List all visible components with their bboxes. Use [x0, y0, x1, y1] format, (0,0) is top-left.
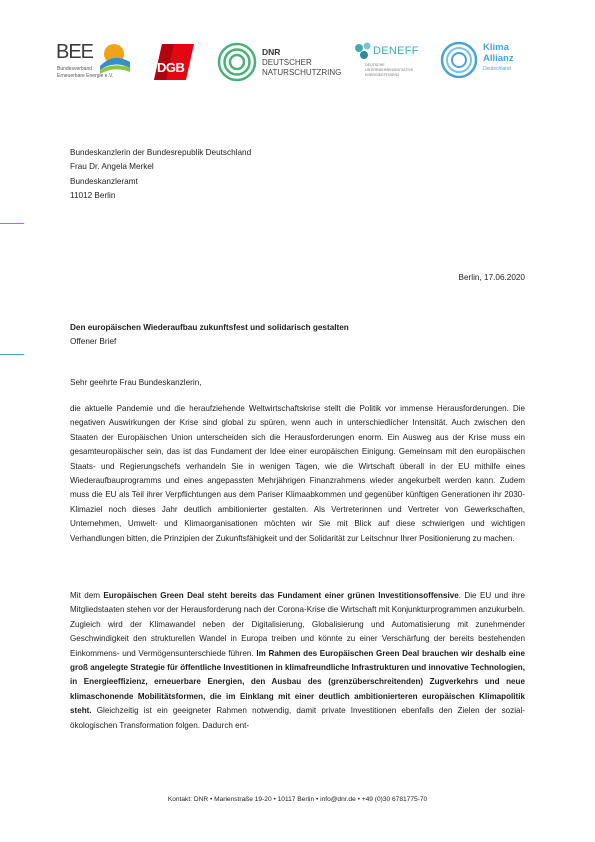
dgb-logo: [152, 38, 194, 86]
subject-title: Den europäischen Wiederaufbau zukunftsfest und solidarisch gestalten: [70, 323, 349, 332]
deneff-drops-icon: [353, 40, 373, 64]
deneff-line2: UNTERNEHMENSINITIATIVE: [365, 68, 414, 72]
contact-footer: Kontakt: DNR • Marienstraße 19-20 • 10117 Berlin • info@dnr.de • +49 (0)30 6781775-70: [167, 796, 428, 803]
letter-date: Berlin, 17.06.2020: [458, 273, 525, 282]
address-line: Frau Dr. Angela Merkel: [70, 162, 154, 172]
address-line: 11012 Berlin: [70, 190, 116, 200]
fold-mark-top: [0, 223, 24, 224]
bee-line2: Erneuerbare Energie e.V.: [57, 73, 114, 79]
klima-line1: Klima: [483, 42, 509, 53]
bee-line1: Bundesverband: [57, 66, 93, 72]
dnr-logo: [216, 38, 346, 86]
dnr-line2: DEUTSCHER: [262, 58, 312, 67]
partner-logos: [56, 38, 546, 86]
fold-mark-bottom: [0, 354, 24, 355]
dnr-line1: DNR: [262, 47, 281, 57]
p2-bold-1: Europäischen Green Deal steht bereits das Fundament einer grünen Investitionsoffensive: [103, 591, 459, 600]
dgb-name: DGB: [157, 60, 185, 75]
deneff-name: DENEFF: [373, 45, 419, 57]
p2-text-1: Mit dem: [70, 591, 104, 600]
address-line: Bundeskanzlerin der Bundesrepublik Deutschland: [70, 148, 252, 157]
klima-line3: Deutschland: [483, 66, 511, 72]
address-line: Bundeskanzleramt: [70, 176, 138, 186]
letter-subject: [70, 321, 349, 350]
subject-subtitle: Offener Brief: [70, 337, 117, 347]
body-paragraph-2: [70, 589, 525, 733]
salutation: Sehr geehrte Frau Bundeskanzlerin,: [70, 378, 202, 387]
deneff-line3: ENERGIEEFFIZIENZ: [365, 73, 400, 77]
p2-bold-2: Im Rahmen des Europäischen Green Deal brauchen wir deshalb eine groß angelegte Strategie für öffentliche Investitionen in klimafreundliche Infrastrukturen und innovative Technologien, in Energieeffizienz, erneuerbare Energien, den Ausbau des (grenzüberschreitenden) Zugverkehrs und neue klimaschonende Mobilitätsformen, die im Einklang mit einer deutlich ambitionierteren europäischen Klimapolitik steht.: [70, 648, 525, 716]
p2-text-3: Gleichzeitig ist ein geeigneter Rahmen notwendig, damit private Investitionen ebenfalls den Zielen der sozial-ökologischen Transformation folgen. Dadurch ent-: [70, 706, 525, 730]
klima-allianz-logo: [440, 38, 546, 86]
bee-name: BEE: [56, 41, 94, 63]
klima-circle-icon: [440, 38, 480, 86]
klima-line2: Allianz: [483, 53, 514, 64]
body-paragraph-1: die aktuelle Pandemie und die heraufziehende Weltwirtschaftskrise stellt die Politik vor immense Herausforderungen. Die negativen Auswirkungen der Krise sind global zu spüren, wenn auch in unterschiedlicher Intensität. Auch zwischen den Staaten der Europäischen Union unterscheiden sich die Herausforderungen enorm. Ein Ausweg aus der Krise muss ein gesamteuropäischer sein, das ist das Fundament der Idee einer europäischen Einigung. Gemeinsam mit den europäischen Staats- und Regierungschefs verhandeln Sie in wenigen Tagen, wie die Wirtschaft überall in der EU mithilfe eines Wiederaufbauprogramms und eines angepassten Mehrjährigen Finanzrahmens wieder angekurbelt werden kann. Zudem muss die EU als Teil ihrer Verpflichtungen aus dem Pariser Klimaabkommen und gegenüber künftigen Generationen ihr 2030-Klimaziel noch dieses Jahr deutlich ambitionierter gestalten. Als Vertreterinnen und Vertreter von Gewerkschaften, Unternehmen, Umwelt- und Klimaorganisationen möchten wir Sie mit Blick auf diese schwierigen und wichtigen Verhandlungen bitten, die Prinzipien der Zukunftsfähigkeit und der Solidarität zur Leitschnur Ihrer Positionierung zu machen.: [70, 404, 525, 543]
bee-logo: [56, 38, 131, 86]
dnr-line3: NATURSCHUTZRING: [262, 68, 342, 77]
deneff-line1: DEUTSCHE: [365, 63, 385, 67]
recipient-address: [70, 146, 251, 203]
dnr-rings-icon: [216, 38, 258, 86]
deneff-logo: [353, 38, 433, 86]
p2-text-2: . Die EU und ihre Mitgliedstaaten stehen vor der Herausforderung nach der Corona-Krise die Wirtschaft mit Konjunkturprogrammen anzukurbeln. Zugleich wird der Klimawandel neben der Digitalisierung, Globalisierung und Automatisierung mit zunehmender Geschwindigkeit den strukturellen Wandel in Europa treiben und könnte zu einer Verschärfung der bereits bestehenden Einkommens- und Vermögensunterschiede führen.: [70, 591, 525, 658]
